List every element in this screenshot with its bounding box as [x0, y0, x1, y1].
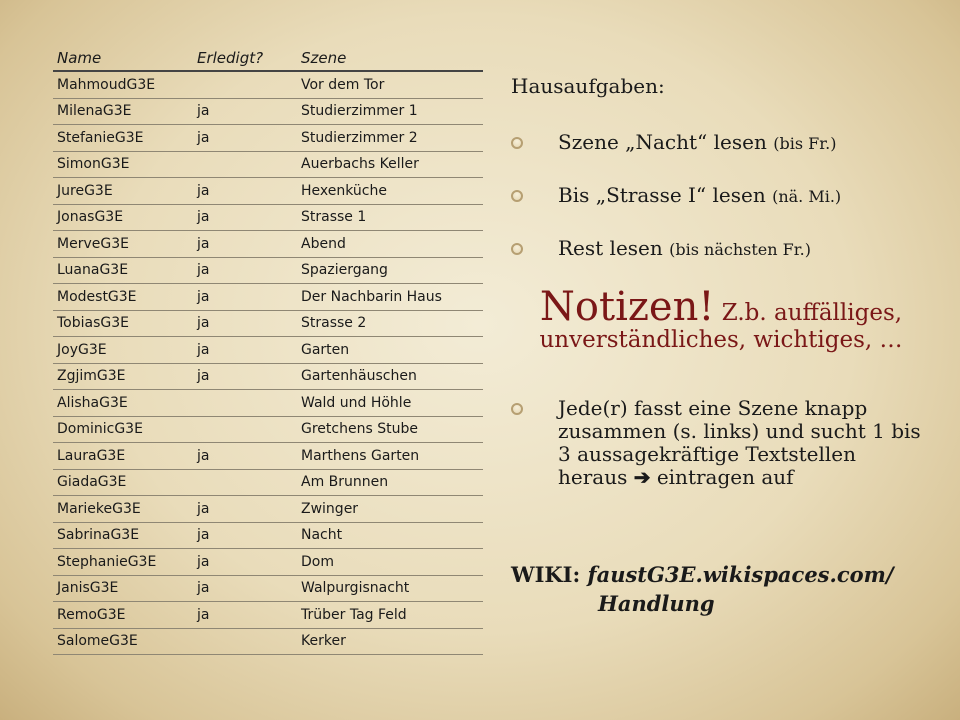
table-row: [53, 443, 483, 470]
task-text-end: eintragen auf: [650, 465, 794, 489]
done-cell: ja: [197, 368, 210, 385]
scene-cell: Vor dem Tor: [301, 76, 385, 93]
scene-cell: Gretchens Stube: [301, 421, 418, 438]
table-row: [53, 178, 483, 205]
wiki-link-path[interactable]: Handlung: [598, 591, 715, 616]
scene-cell: Spaziergang: [301, 262, 388, 279]
done-cell: ja: [197, 315, 210, 332]
scene-cell: Nacht: [301, 527, 343, 544]
student-name-cell: JureG3E: [57, 182, 113, 199]
scene-cell: Gartenhäuschen: [301, 368, 417, 385]
student-name-cell: TobiasG3E: [57, 315, 129, 332]
scene-cell: Zwinger: [301, 500, 359, 517]
task-item: [511, 397, 921, 489]
bullet-circle-icon: [511, 190, 523, 202]
assignment-table: [53, 46, 483, 655]
student-name-cell: ModestG3E: [57, 288, 137, 305]
table-row: [53, 549, 483, 576]
table-row: [53, 470, 483, 497]
student-name-cell: SalomeG3E: [57, 633, 138, 650]
scene-cell: Strasse 1: [301, 209, 367, 226]
student-name-cell: LauraG3E: [57, 447, 126, 464]
bullet-circle-icon: [511, 137, 523, 149]
table-row: [53, 258, 483, 285]
table-row: [53, 417, 483, 444]
table-row: [53, 496, 483, 523]
student-name-cell: SimonG3E: [57, 156, 130, 173]
header-scene: Szene: [301, 49, 347, 67]
wiki-reference: [511, 560, 894, 618]
homework-item-deadline: (bis Fr.): [773, 134, 837, 153]
homework-heading: Hausaufgaben:: [511, 74, 665, 98]
bullet-circle-icon: [511, 243, 523, 255]
table-row: [53, 364, 483, 391]
done-cell: ja: [197, 129, 210, 146]
table-row: [53, 523, 483, 550]
scene-cell: Walpurgisnacht: [301, 580, 410, 597]
scene-cell: Garten: [301, 341, 350, 358]
notes-callout: [511, 286, 931, 352]
homework-item-1: [511, 131, 836, 155]
scene-cell: Auerbachs Keller: [301, 156, 419, 173]
student-name-cell: MerveG3E: [57, 235, 129, 252]
student-name-cell: MahmoudG3E: [57, 76, 156, 93]
scene-cell: Am Brunnen: [301, 474, 389, 491]
done-cell: ja: [197, 606, 210, 623]
scene-cell: Kerker: [301, 633, 346, 650]
notes-line-2: unverständliches, wichtiges, …: [539, 327, 903, 353]
student-name-cell: MilenaG3E: [57, 103, 132, 120]
task-text: Jede(r) fasst eine Szene knapp zusammen (s. links) und sucht 1 bis 3 aussagekräftige Textstellen heraus: [558, 396, 921, 489]
student-name-cell: StefanieG3E: [57, 129, 144, 146]
wiki-link[interactable]: faustG3E.wikispaces.com/: [587, 562, 894, 587]
bullet-circle-icon: [511, 403, 523, 415]
done-cell: ja: [197, 527, 210, 544]
table-row: [53, 576, 483, 603]
notes-title: Notizen!: [539, 284, 715, 330]
table-row: [53, 125, 483, 152]
scene-cell: Abend: [301, 235, 346, 252]
homework-item-text: Szene „Nacht“ lesen: [558, 130, 774, 154]
table-row: [53, 99, 483, 126]
homework-item-deadline: (nä. Mi.): [772, 187, 842, 206]
done-cell: ja: [197, 500, 210, 517]
homework-item-deadline: (bis nächsten Fr.): [669, 240, 811, 259]
scene-cell: Trüber Tag Feld: [301, 606, 407, 623]
student-name-cell: ZgjimG3E: [57, 368, 126, 385]
table-row: [53, 284, 483, 311]
scene-cell: Dom: [301, 553, 334, 570]
table-row: [53, 337, 483, 364]
scene-cell: Studierzimmer 2: [301, 129, 418, 146]
header-done: Erledigt?: [197, 49, 264, 67]
scene-cell: Der Nachbarin Haus: [301, 288, 442, 305]
header-name: Name: [57, 49, 102, 67]
student-name-cell: RemoG3E: [57, 606, 126, 623]
table-row: [53, 390, 483, 417]
done-cell: ja: [197, 209, 210, 226]
done-cell: ja: [197, 262, 210, 279]
table-row: [53, 152, 483, 179]
notes-line-1: Z.b. auffälliges,: [714, 300, 903, 326]
student-name-cell: StephanieG3E: [57, 553, 157, 570]
table-row: [53, 72, 483, 99]
done-cell: ja: [197, 182, 210, 199]
scene-cell: Hexenküche: [301, 182, 387, 199]
scene-cell: Studierzimmer 1: [301, 103, 418, 120]
done-cell: ja: [197, 288, 210, 305]
student-name-cell: JoyG3E: [57, 341, 107, 358]
student-name-cell: AlishaG3E: [57, 394, 128, 411]
done-cell: ja: [197, 580, 210, 597]
student-name-cell: LuanaG3E: [57, 262, 129, 279]
homework-item-text: Bis „Strasse I“ lesen: [558, 183, 773, 207]
wiki-label: WIKI:: [511, 562, 588, 587]
student-name-cell: GiadaG3E: [57, 474, 127, 491]
student-name-cell: JanisG3E: [57, 580, 119, 597]
homework-item-text: Rest lesen: [558, 236, 670, 260]
table-row: [53, 602, 483, 629]
done-cell: ja: [197, 447, 210, 464]
student-name-cell: MariekeG3E: [57, 500, 141, 517]
table-row: [53, 205, 483, 232]
table-body: [53, 72, 483, 655]
homework-item-2: [511, 184, 841, 208]
done-cell: ja: [197, 103, 210, 120]
table-header: [53, 46, 483, 72]
table-row: [53, 311, 483, 338]
scene-cell: Wald und Höhle: [301, 394, 412, 411]
scene-cell: Marthens Garten: [301, 447, 420, 464]
done-cell: ja: [197, 341, 210, 358]
student-name-cell: SabrinaG3E: [57, 527, 140, 544]
done-cell: ja: [197, 553, 210, 570]
homework-item-3: [511, 237, 811, 261]
table-row: [53, 231, 483, 258]
student-name-cell: DominicG3E: [57, 421, 143, 438]
table-row: [53, 629, 483, 656]
student-name-cell: JonasG3E: [57, 209, 124, 226]
done-cell: ja: [197, 235, 210, 252]
scene-cell: Strasse 2: [301, 315, 367, 332]
arrow-right-icon: ➔: [633, 465, 651, 489]
